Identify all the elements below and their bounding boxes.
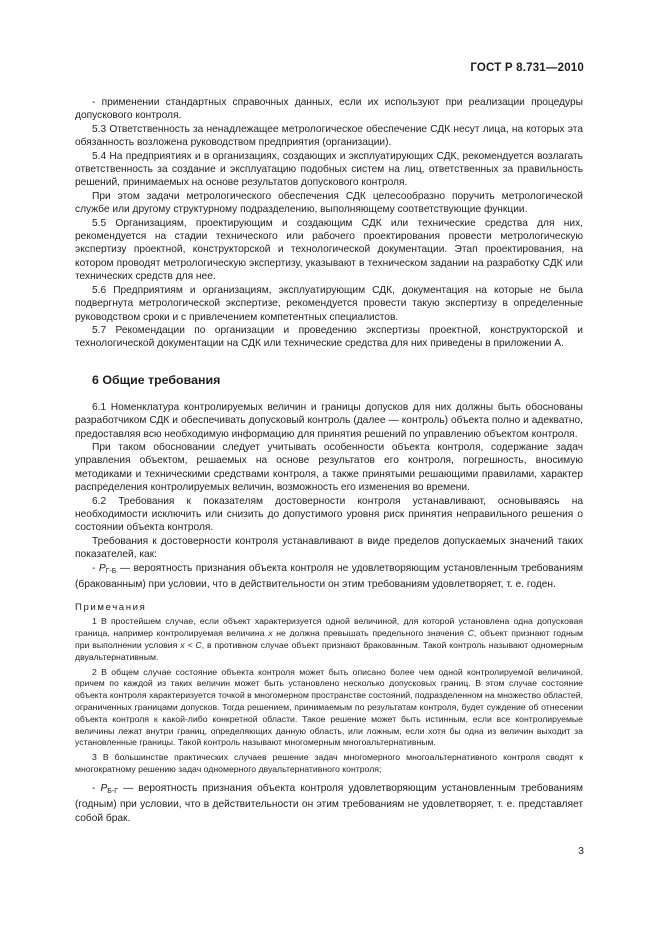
list-item-text: — вероятность признания объекта контроля не удовлетворяющим установленным требованиям (бракованным) при условии, что в действительности он этим требованиям удовлетворяет, т. е. годен. — [75, 562, 583, 590]
note-1-part-b: не должна превышать предельного значения — [272, 628, 468, 639]
probability-subscript: Г-Б — [105, 567, 117, 575]
condition-expression: x < C — [180, 640, 202, 650]
list-item-p-b-g — [75, 782, 583, 825]
paragraph-5-4-cont: При этом задачи метрологического обеспечения СДК целесообразно поручить метрологической службе или другому структурному подразделению, выполняющему соответствующие функции. — [75, 190, 583, 216]
probability-symbol: P — [98, 562, 106, 574]
page-number: 3 — [578, 845, 584, 857]
paragraph-5-6: 5.6 Предприятиям и организациям, эксплуатирующим СДК, документация на которые не была подвергнута метрологической экспертизе, рекомендуется провести такую экспертизу в определенные руководством сроки и с привлечением компетентных специалистов. — [75, 284, 583, 323]
notes-title: Примечания — [75, 602, 147, 614]
paragraph-6-1: 6.1 Номенклатура контролируемых величин и границы допусков для них должны быть обоснованы разработчиком СДК и обеспечивать допусковый контроль (далее — контроль) объекта полно и адекватно, предоставляя всю необходимую информацию для принятия решений по управлению объектом контроля. — [75, 401, 583, 440]
paragraph-6-2-cont: Требования к достоверности контроля устанавливают в виде пределов допускаемых значений таких показателей, как: — [75, 535, 583, 561]
list-dash: - — [92, 782, 101, 794]
note-1 — [75, 616, 583, 663]
paragraph-6-1-cont: При таком обосновании следует учитывать особенности объекта контроля, содержание задач управления объектом, решаемых на основе результатов его контроля, погрешность, вносимую методиками и техническими средствами контроля, а также принятыми решающими правилами, характер распределения контролируемых величин, возможность его изменения во времени. — [75, 441, 583, 494]
variable-x: x — [268, 628, 273, 639]
list-item-p-g-b — [75, 562, 583, 592]
probability-symbol: P — [100, 782, 108, 794]
probability-subscript: Б-Г — [107, 787, 119, 795]
note-3: 3 В большинстве практических случаев решение задач многомерного многоальтернативного контроля сводят к многократному решению задач одномерного двуальтернативного контроля; — [75, 752, 583, 774]
section-heading-6: 6 Общие требования — [92, 372, 221, 387]
document-body — [75, 96, 583, 825]
paragraph-6-2: 6.2 Требования к показателям достоверности контроля устанавливают, основываясь на необходимости исключить или снизить до допустимого уровня риск принятия неправильного решения о состоянии объекта контроля. — [75, 495, 583, 534]
paragraph-5-7: 5.7 Рекомендации по организации и проведению экспертизы проектной, конструкторской и технологической документации на СДК или технические средства для них приведены в приложении А. — [75, 324, 583, 350]
note-1-part-d: , в противном случае объект признают бракованным. Такой контроль называют одномерным двуальтернативным. — [75, 640, 583, 662]
paragraph-5-4: 5.4 На предприятиях и в организациях, создающих и эксплуатирующих СДК, рекомендуется возлагать ответственность за создание и эксплуатацию подобных систем на лиц, ответственных за правильность решений, принимаемых на основе результатов допускового контроля. — [75, 150, 583, 189]
paragraph-5-3: 5.3 Ответственность за ненадлежащее метрологическое обеспечение СДК несут лица, на которых эта обязанность возложена руководством предприятия (организации). — [75, 123, 583, 149]
note-1-part-c: , объект признают годным при выполнении условия — [75, 628, 583, 650]
paragraph-5-2-item: - применении стандартных справочных данных, если их используют при реализации процедуры допускового контроля. — [75, 97, 583, 122]
note-2: 2 В общем случае состояние объекта контроля может быть описано более чем одной контролируемой величиной, причем по каждой из таких величин может быть установлено несколько допусковых границ. В этом случае состояние объекта контроля характеризуется точкой в многомерном пространстве состояний, подразделенном на множество областей, ограниченных границами допусков. Тогда решением, принимаемым по результатам контроля, будет суждение об отнесении объекта контроля к какой-либо конкретной области. Такое решение может быть истинным, если все контролируемые величины лежат внутри границ, определяющих данную область, или ложным, если хотя бы одна из величин выходит за установленные границы. Такой контроль называют многомерным многоальтернативным. — [75, 666, 583, 748]
variable-c: C — [467, 628, 474, 639]
paragraph-5-5: 5.5 Организациям, проектирующим и создающим СДК или технические средства для них, рекомендуется на стадии технического или рабочего проектирования провести метрологическую экспертизу проектной, конструкторской и технологической документации. Этап проектирования, на котором проводят метрологическую экспертизу, указывают в техническом задании на разработку СДК или технических средств для нее. — [75, 217, 583, 283]
list-item-text: — вероятность признания объекта контроля удовлетворяющим установленным требованиям (годным) при условии, что в действительности он этим требованиям не удовлетворяет, т. е. представляет собой брак. — [75, 782, 583, 824]
note-1-part-a: 1 В простейшем случае, если объект характеризуется одной величиной, для которой установлена одна допусковая граница, например контролируемая величина — [75, 616, 583, 639]
list-dash: - — [92, 562, 99, 574]
document-code-header: ГОСТ Р 8.731—2010 — [470, 62, 584, 74]
